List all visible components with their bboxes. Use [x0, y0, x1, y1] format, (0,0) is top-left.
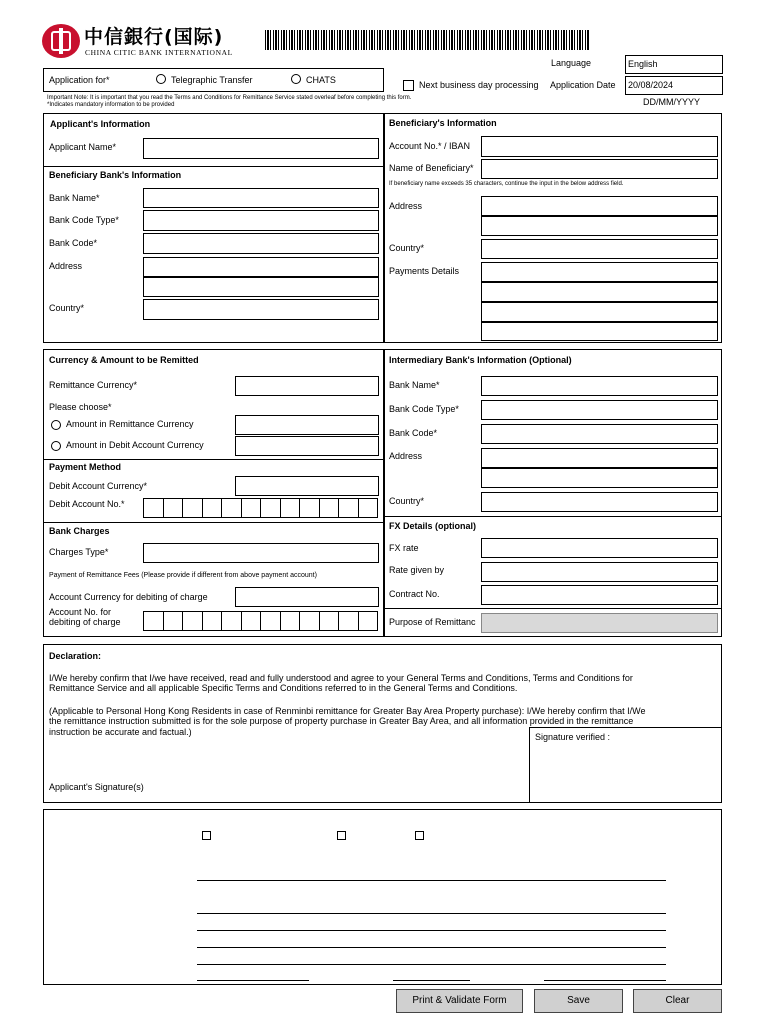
ben-country-label: Country*	[389, 243, 425, 253]
next-business-day-label: Next business day processing	[419, 80, 539, 90]
charges-type-label: Charges Type*	[49, 547, 109, 557]
payment-method-title: Payment Method	[49, 462, 122, 472]
int-address-line-2[interactable]	[481, 468, 718, 488]
form-barcode	[265, 30, 590, 50]
int-bank-code-type-label: Bank Code Type*	[389, 404, 459, 414]
ben-address-label: Address	[389, 201, 423, 211]
debit-currency-input[interactable]	[235, 476, 379, 496]
declaration-p2-line1: (Applicable to Personal Hong Kong Residents in case of Renminbi remittance for Greater Bay Area Property purchase): I/We hereby confirm that I/We	[49, 706, 646, 716]
debit-account-cells[interactable]	[143, 498, 378, 518]
fees-note: Payment of Remittance Fees (Please provide if different from above payment account)	[49, 572, 317, 579]
int-bank-code-label: Bank Code*	[389, 428, 438, 438]
please-choose-label: Please choose*	[49, 402, 112, 412]
int-country-label: Country*	[389, 496, 425, 506]
bank-use-line	[393, 980, 470, 981]
bank-use-line	[197, 947, 666, 948]
purpose-label: Purpose of Remittanc	[389, 617, 476, 627]
beneficiary-info-title: Beneficiary's Information	[389, 118, 497, 128]
contract-no-input[interactable]	[481, 585, 718, 605]
divider	[43, 522, 384, 523]
ben-name-note: If beneficiary name exceeds 35 characters, continue the input in the below address field.	[389, 181, 624, 187]
bank-logo	[42, 24, 80, 58]
beneficiary-bank-title: Beneficiary Bank's Information	[49, 170, 182, 180]
application-date-label: Application Date	[550, 80, 616, 90]
divider	[43, 459, 384, 460]
bank-use-checkbox-1[interactable]	[202, 831, 211, 840]
bb-address-label: Address	[49, 261, 83, 271]
telegraphic-transfer-label: Telegraphic Transfer	[171, 75, 253, 85]
fx-rate-label: FX rate	[389, 543, 419, 553]
bb-address-line-1[interactable]	[143, 257, 379, 277]
telegraphic-transfer-radio[interactable]	[156, 74, 166, 84]
bb-country-label: Country*	[49, 303, 85, 313]
remittance-currency-input[interactable]	[235, 376, 379, 396]
charge-account-label-2: debiting of charge	[49, 617, 121, 627]
divider	[384, 516, 722, 517]
charge-currency-label: Account Currency for debiting of charge	[49, 592, 208, 602]
amount-debit-label: Amount in Debit Account Currency	[66, 440, 204, 450]
divider	[384, 608, 722, 609]
ben-country-input[interactable]	[481, 239, 718, 259]
divider	[43, 166, 384, 167]
applicant-signature-label: Applicant's Signature(s)	[49, 782, 144, 792]
bank-use-line	[197, 880, 666, 881]
chats-label: CHATS	[306, 75, 336, 85]
application-date-input[interactable]: 20/08/2024	[625, 76, 723, 95]
ben-account-label: Account No.* / IBAN	[389, 141, 471, 151]
debit-currency-label: Debit Account Currency*	[49, 481, 148, 491]
amount-remittance-input[interactable]	[235, 415, 379, 435]
int-address-line-1[interactable]	[481, 448, 718, 468]
int-country-input[interactable]	[481, 492, 718, 512]
fx-title: FX Details (optional)	[389, 521, 477, 531]
bb-bank-name-input[interactable]	[143, 188, 379, 208]
bb-bank-code-label: Bank Code*	[49, 238, 98, 248]
charge-currency-input[interactable]	[235, 587, 379, 607]
applicant-info-title: Applicant's Information	[50, 119, 151, 129]
declaration-p1-line2: Remittance Service and all applicable Specific Terms and Conditions referred to in the General Terms and Conditions.	[49, 683, 518, 693]
purpose-input[interactable]	[481, 613, 718, 633]
bb-address-line-2[interactable]	[143, 277, 379, 297]
bb-country-input[interactable]	[143, 299, 379, 320]
debit-account-label: Debit Account No.*	[49, 499, 125, 509]
contract-no-label: Contract No.	[389, 589, 440, 599]
bb-bank-code-type-label: Bank Code Type*	[49, 215, 119, 225]
bb-bank-code-input[interactable]	[143, 233, 379, 254]
print-validate-button[interactable]: Print & Validate Form	[396, 989, 523, 1013]
ben-name-input[interactable]	[481, 159, 718, 179]
clear-button[interactable]: Clear	[633, 989, 722, 1013]
bank-use-checkbox-2[interactable]	[337, 831, 346, 840]
amount-remittance-label: Amount in Remittance Currency	[66, 419, 194, 429]
ben-account-input[interactable]	[481, 136, 718, 157]
ben-address-line-2[interactable]	[481, 216, 718, 236]
declaration-title: Declaration:	[49, 651, 102, 661]
bank-charges-title: Bank Charges	[49, 526, 110, 536]
declaration-p2-line3: instruction be accurate and factual.)	[49, 727, 192, 737]
charge-account-cells[interactable]	[143, 611, 378, 631]
bank-name-en: CHINA CITIC BANK INTERNATIONAL	[85, 48, 233, 57]
payments-details-line-3[interactable]	[481, 302, 718, 322]
bb-bank-name-label: Bank Name*	[49, 193, 100, 203]
declaration-p1-line1: I/We hereby confirm that I/we have received, read and fully understood and agree to your General Terms and Conditions, Terms and Conditions for	[49, 673, 633, 683]
application-for-label: Application for*	[49, 75, 110, 85]
payments-details-line-1[interactable]	[481, 262, 718, 282]
amount-debit-input[interactable]	[235, 436, 379, 456]
int-bank-code-input[interactable]	[481, 424, 718, 444]
amount-remittance-radio[interactable]	[51, 420, 61, 430]
rate-given-by-label: Rate given by	[389, 565, 445, 575]
bank-use-line	[197, 964, 666, 965]
int-bank-name-label: Bank Name*	[389, 380, 440, 390]
next-business-day-checkbox[interactable]	[403, 80, 414, 91]
intermediary-title: Intermediary Bank's Information (Optional)	[389, 355, 572, 365]
amount-debit-radio[interactable]	[51, 441, 61, 451]
charges-type-input[interactable]	[143, 543, 379, 563]
declaration-p2-line2: the remittance instruction submitted is for the sole purpose of property purchase in Greater Bay Area, and all information provided in the remittance	[49, 716, 634, 726]
signature-verified-label: Signature verified :	[535, 732, 611, 742]
int-bank-code-type-input[interactable]	[481, 400, 718, 420]
save-button[interactable]: Save	[534, 989, 623, 1013]
logo-mark-bar	[59, 28, 63, 54]
applicant-name-label: Applicant Name*	[49, 142, 117, 152]
charge-account-label-1: Account No. for	[49, 607, 112, 617]
ben-address-line-1[interactable]	[481, 196, 718, 216]
int-address-label: Address	[389, 451, 423, 461]
fx-rate-input[interactable]	[481, 538, 718, 558]
important-note: Important Note: It is important that you read the Terms and Conditions for Remittance Service stated overleaf before completing this form.	[47, 95, 412, 101]
currency-title: Currency & Amount to be Remitted	[49, 355, 199, 365]
rate-given-by-input[interactable]	[481, 562, 718, 582]
payments-details-label: Payments Details	[389, 266, 460, 276]
bank-use-line	[544, 980, 666, 981]
language-select[interactable]: English	[625, 55, 723, 74]
bank-use-line	[197, 913, 666, 914]
mandatory-note: *Indicates mandatory information to be provided	[47, 102, 175, 108]
date-format-hint: DD/MM/YYYY	[643, 97, 701, 107]
ben-name-label: Name of Beneficiary*	[389, 163, 474, 173]
bank-use-checkbox-3[interactable]	[415, 831, 424, 840]
payments-details-line-4[interactable]	[481, 322, 718, 341]
bank-name-cn: 中信銀行(国际)	[84, 26, 224, 48]
bank-use-line	[197, 980, 309, 981]
remittance-currency-label: Remittance Currency*	[49, 380, 138, 390]
chats-radio[interactable]	[291, 74, 301, 84]
bb-bank-code-type-input[interactable]	[143, 210, 379, 231]
language-label: Language	[551, 58, 592, 68]
applicant-name-input[interactable]	[143, 138, 379, 159]
int-bank-name-input[interactable]	[481, 376, 718, 396]
payments-details-line-2[interactable]	[481, 282, 718, 302]
bank-use-panel	[43, 809, 722, 985]
bank-use-line	[197, 930, 666, 931]
